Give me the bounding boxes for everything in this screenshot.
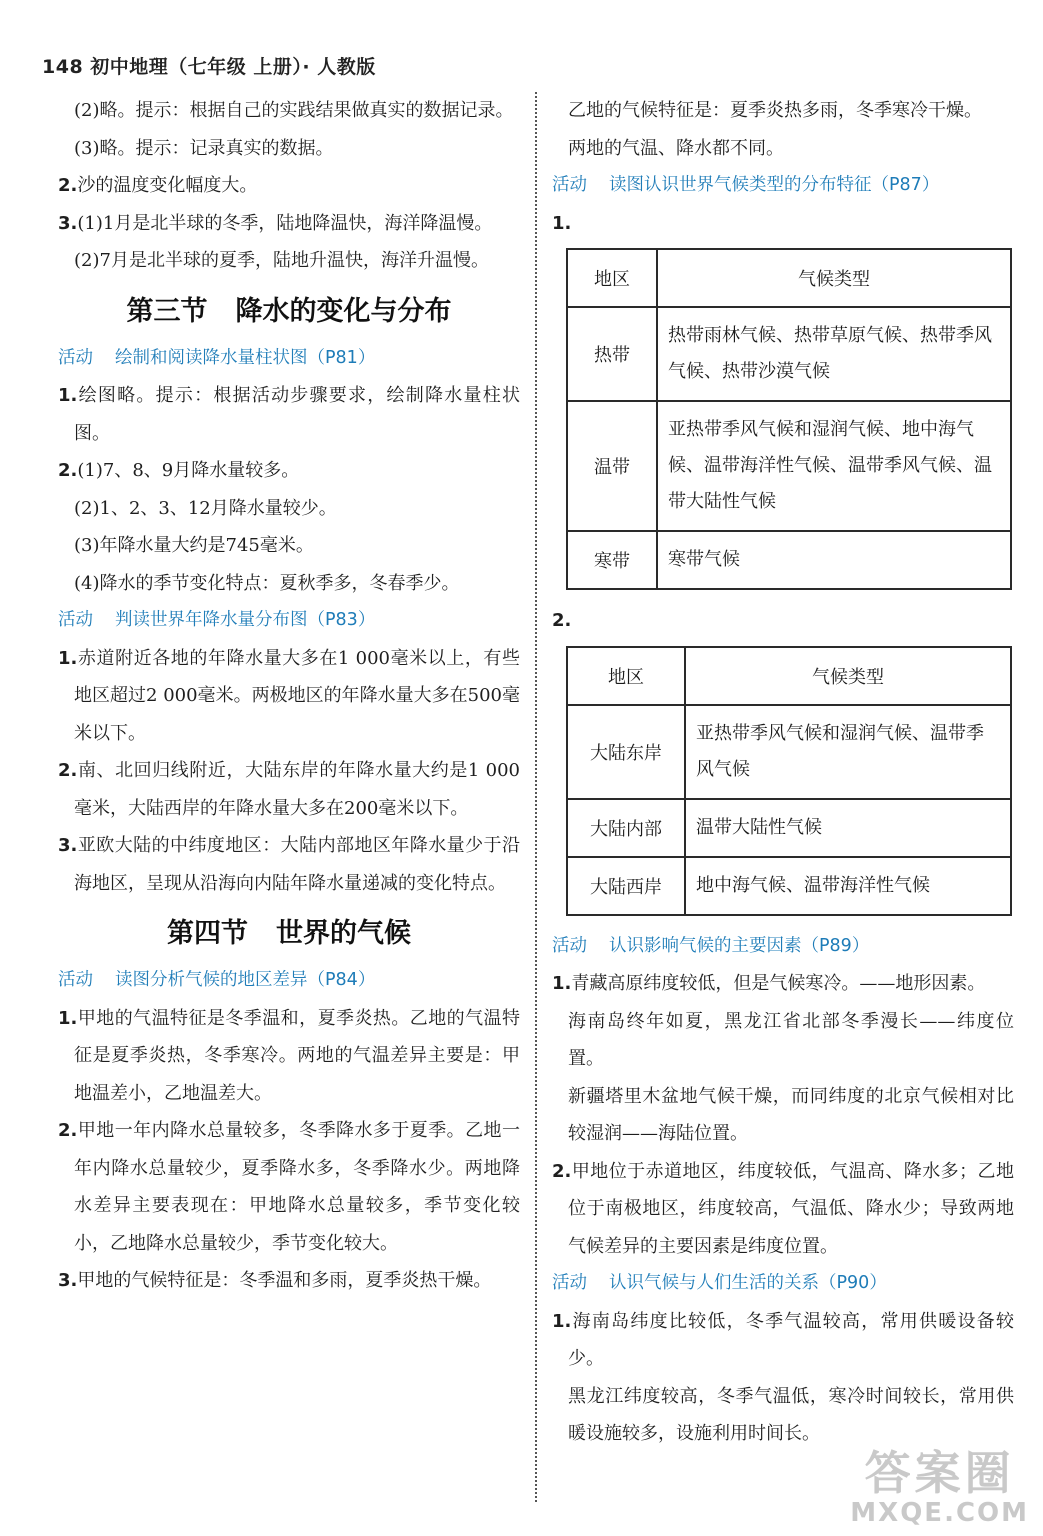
answer-item [552, 1303, 1014, 1378]
watermark-logo-text: 答案圈 [864, 1446, 1015, 1500]
activity-tag: 活动 [552, 935, 587, 956]
table-cell-types: 地中海气候、温带海洋性气候 [685, 857, 1011, 915]
table-cell-region: 大陆内部 [567, 799, 685, 857]
table-cell-region: 大陆东岸 [567, 705, 685, 799]
table-row [567, 799, 1011, 857]
activity-tag: 活动 [552, 1273, 587, 1293]
answer-item [58, 1000, 520, 1113]
item-number: 2. [552, 1160, 572, 1182]
item-text: 甲地一年内降水总量较多，冬季降水多于夏季。乙地一年内降水总量较少，夏季降水多，冬季降水少。两地降水差异主要表现在：甲地降水总量较多，季节变化较小，乙地降水总量较少，季节变化较大。 [74, 1120, 520, 1254]
item-number: 1. [58, 385, 78, 406]
climate-zone-table [566, 248, 1012, 590]
item-text: 甲地的气温特征是冬季温和，夏季炎热。乙地的气温特征是夏季炎热，冬季寒冷。两地的气温差异主要是：甲地温差小，乙地温差大。 [74, 1007, 520, 1104]
table-cell-types: 亚热带季风气候和湿润气候、地中海气候、温带海洋性气候、温带季风气候、温带大陆性气候 [657, 401, 1011, 531]
answer-item [58, 377, 520, 452]
item-number: 3. [58, 835, 78, 856]
answer-item [552, 965, 1014, 1003]
answer-text: (4)降水的季节变化特点：夏秋季多，冬春季少。 [74, 572, 460, 594]
item-text: 青藏高原纬度较低，但是气候寒冷。——地形因素。 [571, 973, 986, 994]
page-header: 148 初中地理（七年级 上册）· 人教版 [42, 56, 376, 78]
answer-text: 新疆塔里木盆地气候干燥，而同纬度的北京气候相对比较湿润——海陆位置。 [568, 1085, 1014, 1144]
table-header-cell: 地区 [567, 249, 657, 307]
table-header-cell: 地区 [567, 647, 685, 705]
section-title: 世界的气候 [276, 918, 411, 949]
item-text: 亚欧大陆的中纬度地区：大陆内部地区年降水量少于沿海地区，呈现从沿海向内陆年降水量递减的变化特点。 [74, 835, 520, 894]
answer-item [58, 205, 520, 243]
answer-text: (3)略。提示：记录真实的数据。 [74, 137, 334, 159]
activity-heading [552, 1265, 1014, 1303]
column-divider [535, 92, 537, 1502]
item-number: 3. [58, 1270, 78, 1291]
activity-tag: 活动 [58, 610, 93, 630]
item-text: 甲地位于赤道地区，纬度较低，气温高、降水多；乙地位于南极地区，纬度较高，气温低、降水少；导致两地气候差异的主要因素是纬度位置。 [568, 1160, 1014, 1257]
activity-title: 判读世界年降水量分布图（P83） [115, 610, 376, 630]
left-column [58, 92, 520, 1300]
activity-tag: 活动 [58, 970, 93, 990]
answer-item [552, 1153, 1014, 1266]
answer-text: 乙地的气候特征是：夏季炎热多雨，冬季寒冷干燥。 [568, 100, 982, 121]
table-row [567, 857, 1011, 915]
activity-heading [552, 167, 1014, 205]
site-watermark [850, 1448, 1029, 1528]
item-text: (1)1月是北半球的冬季，陆地降温快，海洋降温慢。 [77, 212, 493, 234]
item-text: 南、北回归线附近，大陆东岸的年降水量大约是1 000毫米，大陆西岸的年降水量大多在200毫米以下。 [74, 760, 520, 819]
answer-text: 海南岛终年如夏，黑龙江省北部冬季漫长——纬度位置。 [568, 1010, 1014, 1069]
item-number: 2. [58, 760, 78, 781]
continent-position-table [566, 646, 1012, 916]
item-text: 沙的温度变化幅度大。 [77, 175, 258, 196]
answer-text: (2)1、2、3、12月降水量较少。 [74, 497, 337, 519]
table-cell-region: 大陆西岸 [567, 857, 685, 915]
table-header-cell: 气候类型 [685, 647, 1011, 705]
activity-title: 绘制和阅读降水量柱状图（P81） [115, 347, 376, 368]
item-number: 2. [58, 175, 78, 196]
table-cell-region: 寒带 [567, 531, 657, 589]
answer-item [58, 827, 520, 902]
answer-text: (2)略。提示：根据自己的实践结果做真实的数据记录。 [74, 100, 514, 121]
item-text: (1)7、8、9月降水量较多。 [77, 460, 300, 481]
item-text: 甲地的气候特征是：冬季温和多雨，夏季炎热干燥。 [77, 1270, 492, 1291]
table-row [567, 531, 1011, 589]
activity-heading [58, 962, 520, 1000]
item-number: 1. [58, 647, 78, 669]
activity-heading [552, 928, 1014, 966]
item-number: 2. [58, 1120, 78, 1141]
item-number: 1. [552, 212, 572, 234]
activity-title: 认识影响气候的主要因素（P89） [609, 935, 870, 956]
activity-tag: 活动 [58, 347, 93, 368]
answer-item [58, 640, 520, 753]
item-number: 1. [58, 1007, 78, 1029]
section-heading [58, 290, 520, 334]
activity-title: 读图分析气候的地区差异（P84） [115, 970, 376, 990]
answer-item [58, 167, 520, 205]
answer-text: (3)年降水量大约是745毫米。 [74, 535, 314, 556]
table-row [567, 401, 1011, 531]
answer-item [58, 1112, 520, 1262]
table-row [567, 307, 1011, 401]
activity-title: 读图认识世界气候类型的分布特征（P87） [609, 175, 940, 195]
table-header-row [567, 249, 1011, 307]
watermark-url: MXQE.COM [850, 1498, 1029, 1528]
answer-item [58, 452, 520, 490]
item-number: 2. [58, 460, 78, 481]
table-cell-region: 热带 [567, 307, 657, 401]
table-row [567, 705, 1011, 799]
item-number: 1. [552, 973, 572, 994]
item-number: 3. [58, 212, 78, 234]
table-cell-region: 温带 [567, 401, 657, 531]
item-text: 绘图略。提示：根据活动步骤要求，绘制降水量柱状图。 [74, 385, 520, 444]
answer-text: 黑龙江纬度较高，冬季气温低，寒冷时间较长，常用供暖设施较多，设施利用时间长。 [568, 1385, 1014, 1444]
section-title: 降水的变化与分布 [235, 295, 452, 327]
answer-item [552, 205, 1014, 243]
table-cell-types: 亚热带季风气候和湿润气候、温带季风气候 [685, 705, 1011, 799]
section-number: 第四节 [167, 918, 248, 949]
item-number: 2. [552, 610, 572, 631]
answer-text: (2)7月是北半球的夏季，陆地升温快，海洋升温慢。 [74, 250, 489, 271]
activity-heading [58, 602, 520, 640]
answer-item [58, 1262, 520, 1300]
activity-tag: 活动 [552, 175, 587, 195]
item-text: 赤道附近各地的年降水量大多在1 000毫米以上，有些地区超过2 000毫米。两极地区的年降水量大多在500毫米以下。 [74, 647, 520, 744]
section-number: 第三节 [126, 295, 208, 327]
table-cell-types: 寒带气候 [657, 531, 1011, 589]
table-header-cell: 气候类型 [657, 249, 1011, 307]
table-cell-types: 热带雨林气候、热带草原气候、热带季风气候、热带沙漠气候 [657, 307, 1011, 401]
answer-text: 两地的气温、降水都不同。 [568, 137, 784, 159]
table-header-row [567, 647, 1011, 705]
item-text: 海南岛纬度比较低，冬季气温较高，常用供暖设备较少。 [568, 1310, 1014, 1369]
item-number: 1. [552, 1310, 572, 1332]
answer-item [58, 752, 520, 827]
activity-heading [58, 340, 520, 378]
section-heading [58, 912, 520, 956]
answer-item [552, 602, 1014, 640]
activity-title: 认识气候与人们生活的关系（P90） [609, 1273, 887, 1293]
right-column [552, 92, 1014, 1453]
table-cell-types: 温带大陆性气候 [685, 799, 1011, 857]
